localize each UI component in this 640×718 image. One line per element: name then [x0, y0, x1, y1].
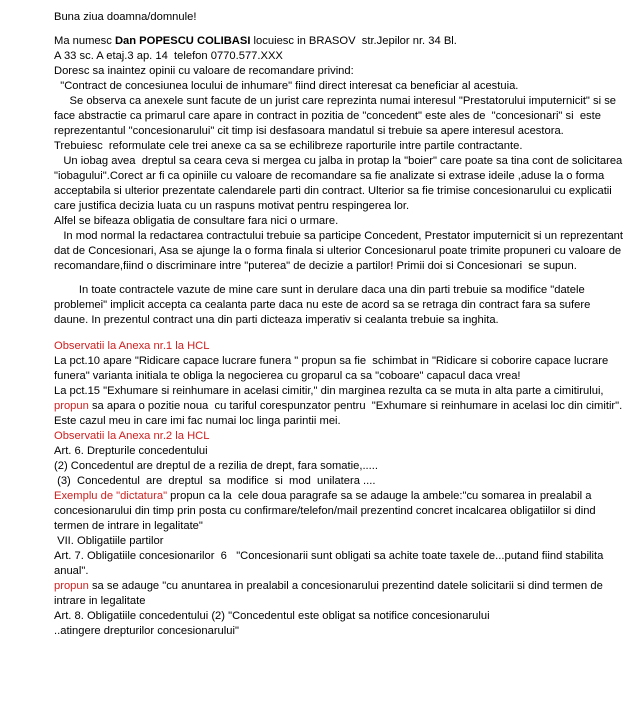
body-paragraph-5: Alfel se bifeaza obligatia de consultare fara nici o urmare.: [54, 215, 339, 227]
intro-suffix: locuiesc in BRASOV str.Jepilor nr. 34 Bl.: [250, 35, 457, 47]
address-line: A 33 sc. A etaj.3 ap. 14 telefon 0770.577.XXX: [54, 50, 283, 62]
propun-keyword-2: propun: [54, 580, 89, 592]
section-2-line-2: (2) Concedentul are dreptul de a rezilia de drept, fara somatie,.....: [54, 460, 378, 472]
example-paragraph: [54, 489, 626, 534]
section-1-line-1: La pct.10 apare "Ridicare capace lucrare funera " propun sa fie schimbat in "Ridicare si coborire capace lucrare funera" varianta initiala te obliga la negocierea cu groparul ca sa "coboare" capacul daca vrea!: [54, 355, 612, 382]
author-name: Dan POPESCU COLIBASI: [114, 35, 251, 47]
body-paragraph-7: In toate contractele vazute de mine care sunt in derulare daca una din parti trebuie sa modifice "datele problemei" implicit accepta ca cealanta parte daca nu este de acord sa se retraga din contract fara sa sufere daune. In prezentul contract una din parti dicteaza imperativ si cealanta trebuie sa inghita.: [54, 284, 594, 326]
section-1-title: Observatii la Anexa nr.1 la HCL: [54, 340, 210, 352]
example-text: propun ca la cele doua paragrafe sa se adauge la ambele:"cu somarea in prealabil a concesionarului din timp prin posta cu confirmare/telefon/mail prezentind concret incalcarea obligatiilor si dind termen de intrare in legalitate": [54, 490, 599, 532]
section-1-proposal: [54, 399, 626, 429]
greeting-line: Buna ziua doamna/domnule!: [54, 11, 197, 23]
section-1-proposal-text: sa apara o pozitie noua cu tariful corespunzator pentru "Exhumare si reinhumare in acelasi loc din cimitir". Este cazul meu in care imi fac numai loc linga parintii mei.: [54, 400, 626, 427]
spacer: [54, 328, 626, 339]
body-paragraph-6: In mod normal la redactarea contractului trebuie sa participe Concedent, Prestator imputernicit si un reprezentant dat de Concesionari, Asa se ajunge la o forma finala si ulterior Concesionarul poate trimite propuneri cu valoare de recomandare,fiind o discriminare intre "puterea" de decizie a partilor! Primii doi si Concesionari se supun.: [54, 230, 627, 272]
section-1-line-2: La pct.15 "Exhumare si reinhumare in acelasi cimitir," din marginea rezulta ca se muta in alta parte a cimitirului,: [54, 385, 604, 397]
section-3-proposal: [54, 579, 626, 609]
body-paragraph-1: "Contract de concesiunea locului de inhumare" fiind direct interesat ca beneficiar al acestuia.: [54, 80, 519, 92]
body-paragraph-2: Se observa ca anexele sunt facute de un jurist care reprezinta numai interesul "Prestatorului imputernicit" si se face abstractie ca primarul care apare in contract in pozitia de "concedent" este ales de "concesionari" si este reprezentantul "concesionarului" cit timp isi desfasoara mandatul si trebuie sa apere interesul acestora.: [54, 95, 620, 137]
intro-prefix: Ma numesc: [54, 35, 115, 47]
section-3-line-2: Art. 7. Obligatiile concesionarilor 6 "Concesionarii sunt obligati sa achite toate taxele de...putand fiind stabilita anual".: [54, 550, 607, 577]
body-paragraph-4: Un iobag avea dreptul sa ceara ceva si mergea cu jalba in protap la "boier" care poate sa tina cont de solicitarea "iobagului".Corect ar fi ca opiniile cu valoare de recomandare sa fie analizate si extrase ideile ,aduse la o forma acceptabila si ulterior prezentate calendarele parti din contract. Ulterior sa fie trimise concesionarului cu explicatii care justifica decizia luata cu un raspuns motivat pentru respingerea lor.: [54, 155, 626, 212]
closing-line-1: Art. 8. Obligatiile concedentului (2) "Concedentul este obligat sa notifice concesionarului: [54, 610, 490, 622]
section-2-line-1: Art. 6. Drepturile concedentului: [54, 445, 208, 457]
spacer: [54, 25, 626, 34]
closing-line-2: ..atingere drepturilor concesionarului": [54, 625, 239, 637]
spacer: [54, 274, 626, 283]
section-2-title: Observatii la Anexa nr.2 la HCL: [54, 430, 210, 442]
intro-line: [54, 34, 626, 49]
section-2-line-3: (3) Concedentul are dreptul sa modifice si mod unilatera ....: [54, 475, 376, 487]
wish-line: Doresc sa inaintez opinii cu valoare de recomandare privind:: [54, 65, 354, 77]
body-paragraph-3: Trebuiesc reformulate cele trei anexe ca sa se echilibreze raporturile intre partile contractante.: [54, 140, 523, 152]
section-3-line-1: VII. Obligatiile partilor: [54, 535, 164, 547]
propun-keyword: propun: [54, 400, 89, 412]
example-label: Exemplu de "dictatura": [54, 490, 168, 502]
section-3-proposal-text: sa se adauge "cu anuntarea in prealabil a concesionarului prezentind datele solicitarii si dind termen de intrare in legalitate: [54, 580, 606, 607]
